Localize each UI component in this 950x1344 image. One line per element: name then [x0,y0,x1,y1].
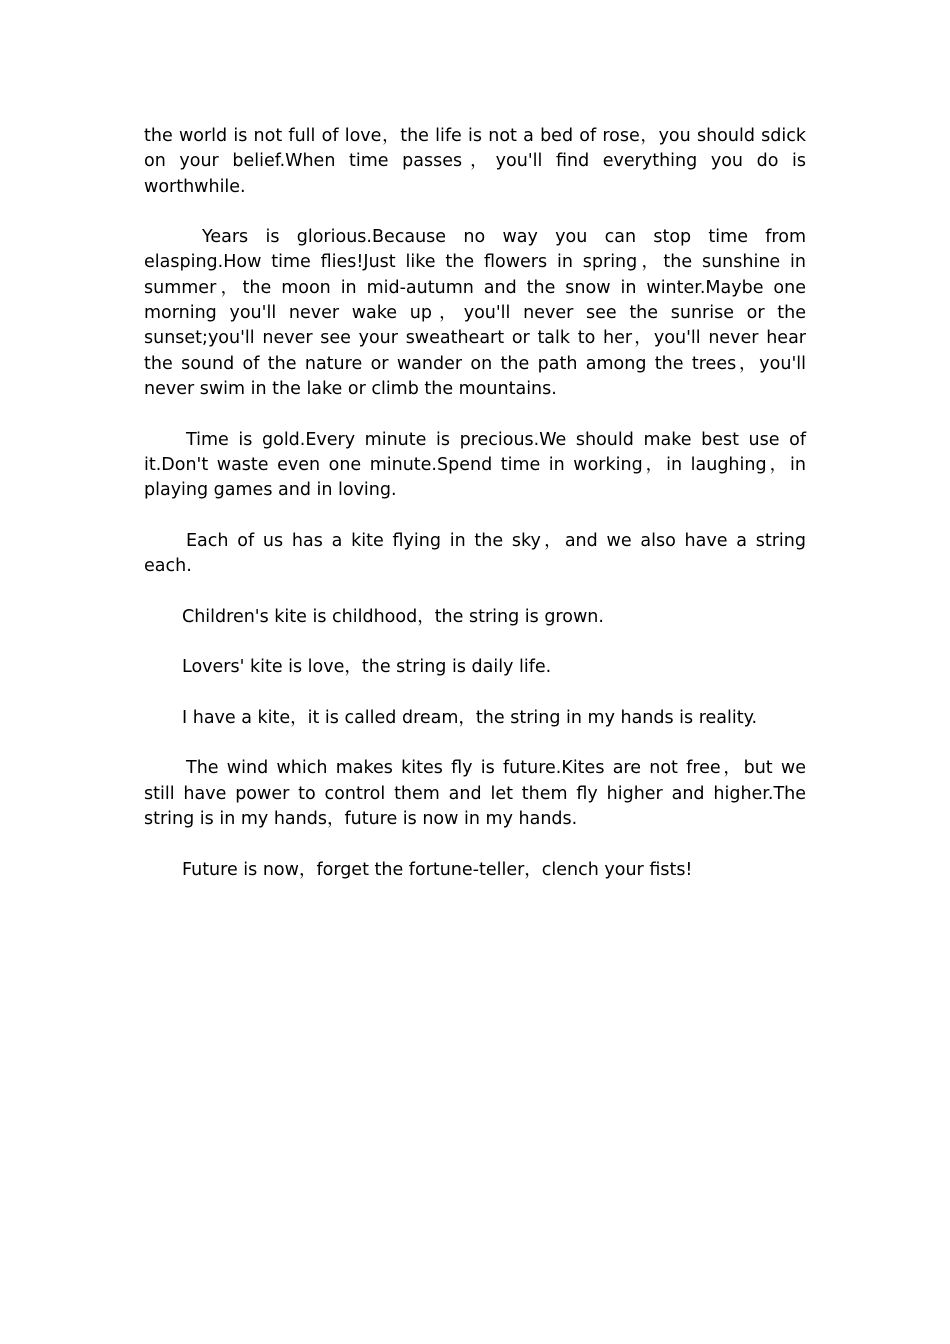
paragraph-3: Time is gold.Every minute is precious.We should make best use of it.Don't waste even one minute.Spend time in working，in laughing，in playing games and in loving. [144,429,806,501]
paragraph-9: Future is now，forget the fortune-teller，clench your fists! [182,859,693,880]
paragraph-6: Lovers' kite is love，the string is daily life. [182,657,552,678]
document-body [144,124,806,908]
paragraph-7: I have a kite，it is called dream，the string in my hands is reality. [182,707,758,728]
paragraph-5: Children's kite is childhood，the string is grown. [182,606,604,627]
paragraph-2: Years is glorious.Because no way you can stop time from elasping.How time flies!Just like the flowers in spring，the sunshine in summer，the moon in mid-autumn and the snow in winter.Maybe one morning you'll never wake up，you'll never see the sunrise or the sunset;you'll never see your sweatheart or talk to her，you'll never hear the sound of the nature or wander on the path among the trees，you'll never swim in the lake or climb the mountains. [144,227,806,399]
paragraph-1: the world is not full of love，the life is not a bed of rose，you should sdick on your belief.When time passes，you'll find everything you do is worthwhile. [144,126,806,197]
paragraph-4: Each of us has a kite flying in the sky，and we also have a string each. [144,530,806,577]
paragraph-8: The wind which makes kites fly is future.Kites are not free，but we still have power to control them and let them fly higher and higher.The string is in my hands，future is now in my hands. [144,758,806,830]
